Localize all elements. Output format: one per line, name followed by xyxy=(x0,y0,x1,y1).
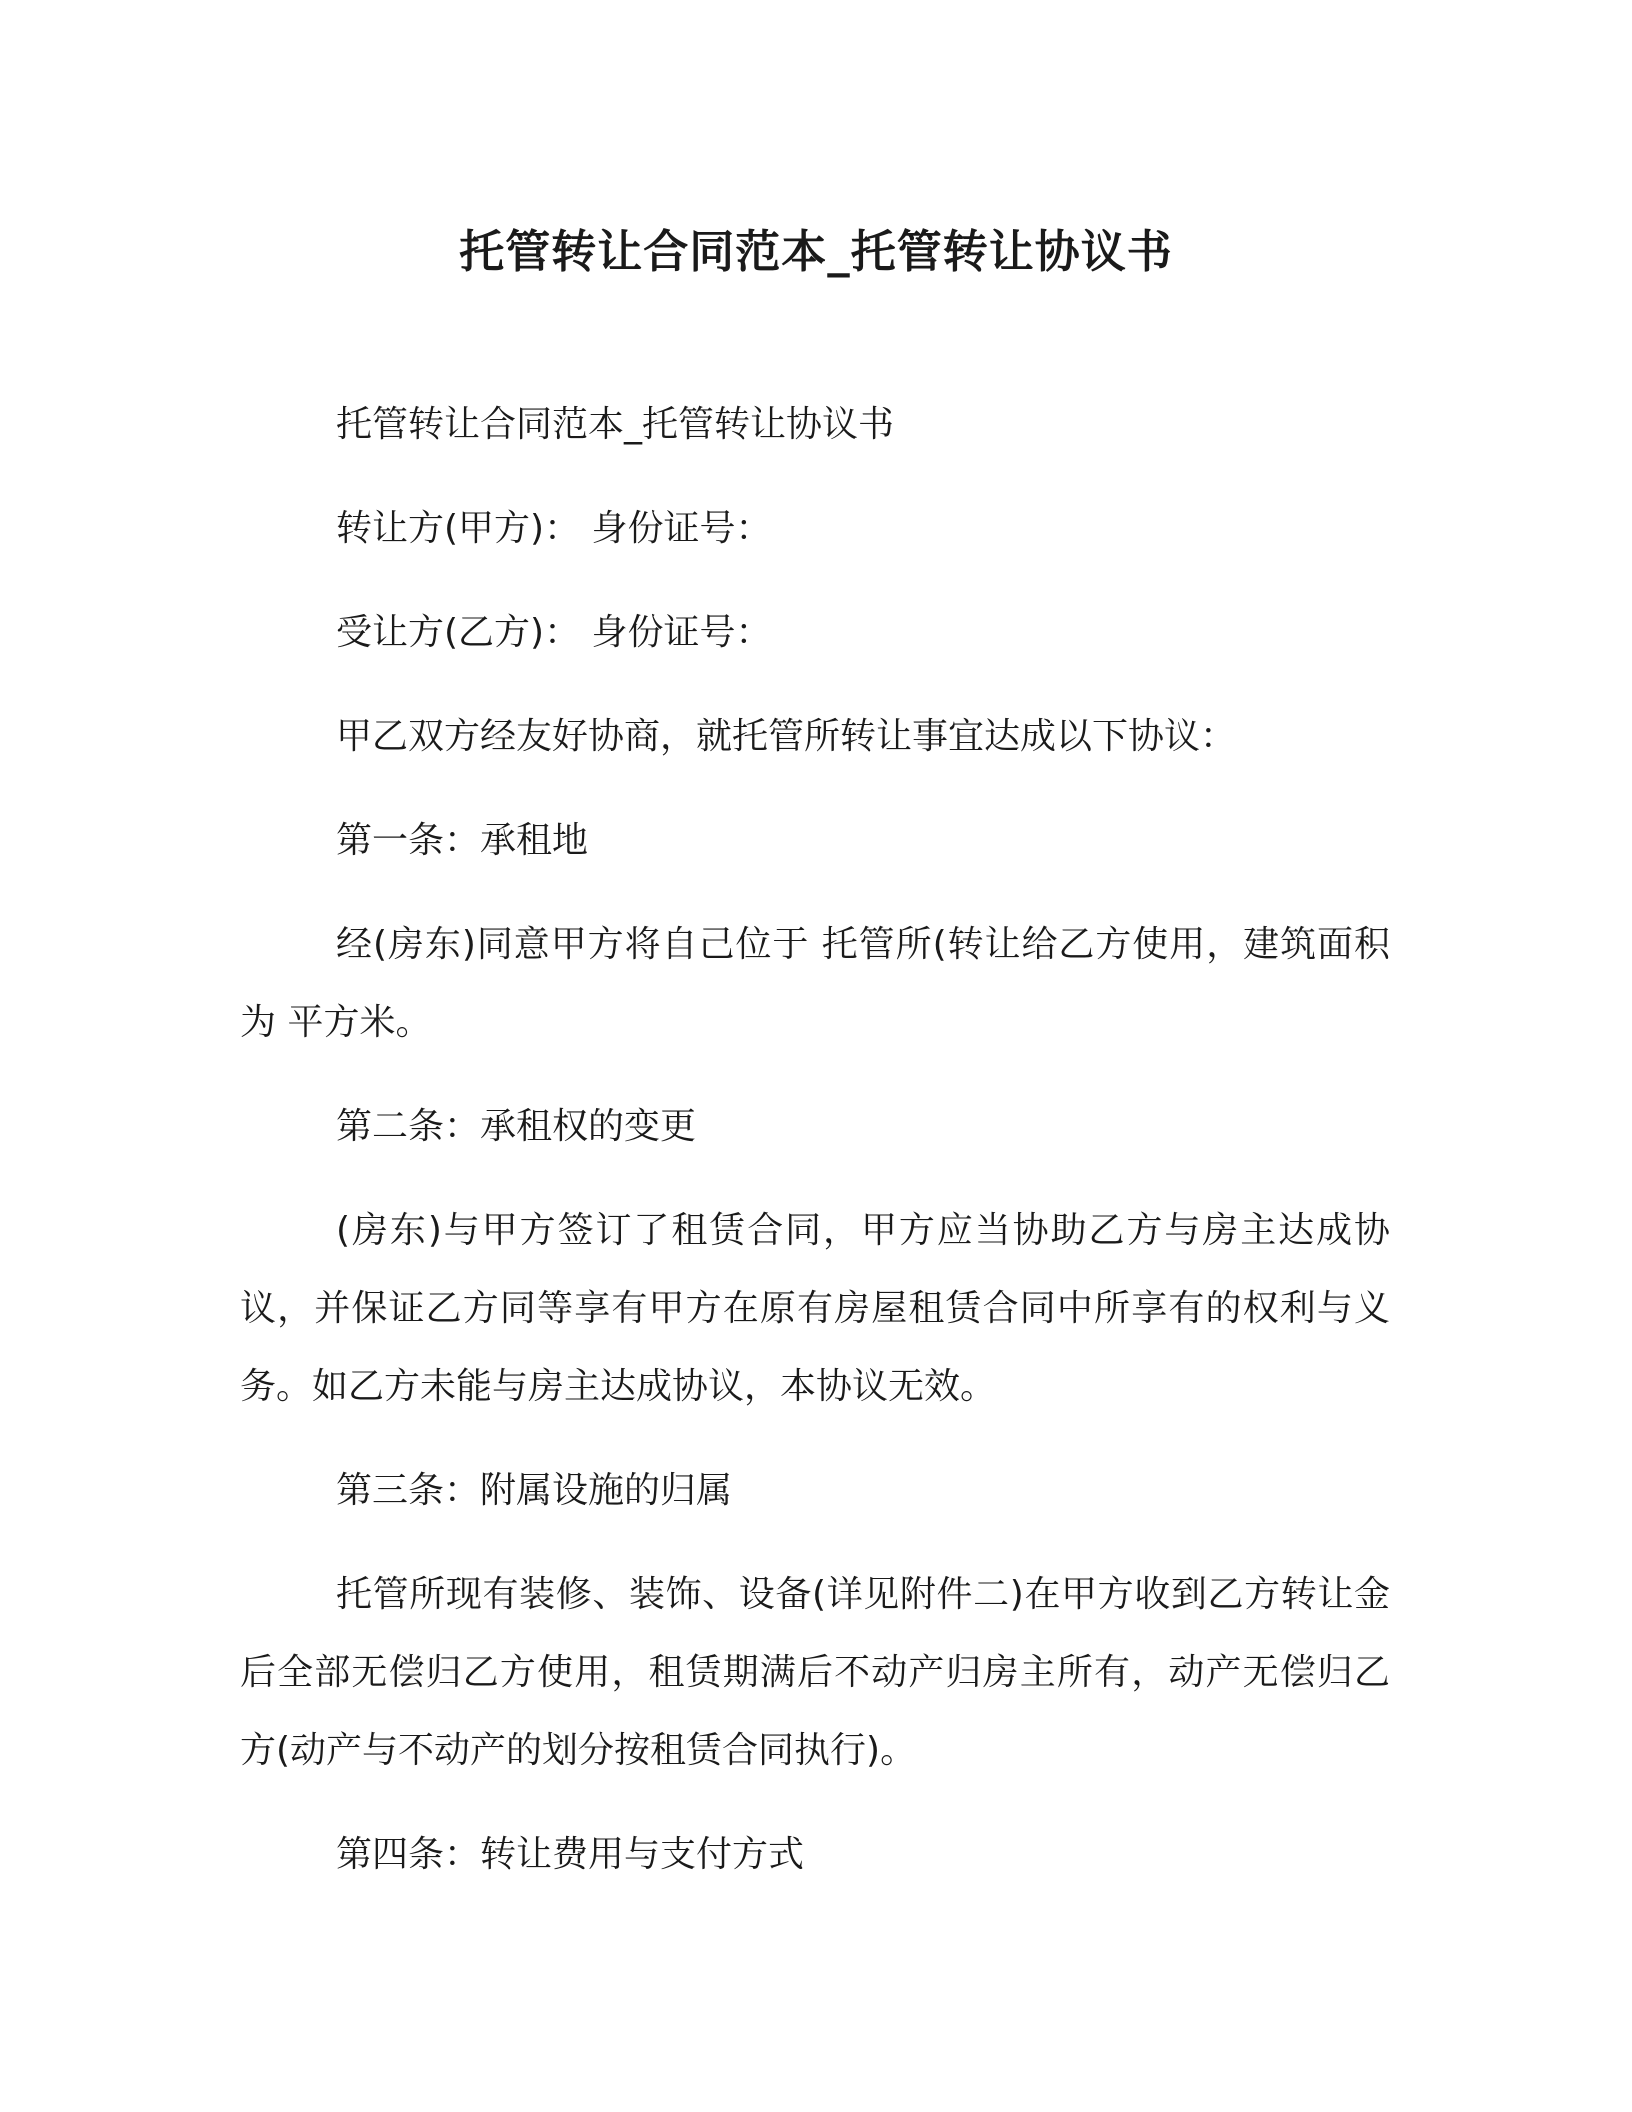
article-4-heading: 第四条：转让费用与支付方式 xyxy=(336,1834,805,1875)
article-1-heading: 第一条：承租地 xyxy=(336,820,589,861)
article-3-heading: 第三条：附属设施的归属 xyxy=(336,1470,733,1511)
subtitle-paragraph: 托管转让合同范本_托管转让协议书 xyxy=(336,404,895,445)
article-1-body: 经(房东)同意甲方将自己位于 托管所(转让给乙方使用，建筑面积为 平方米。 xyxy=(240,924,1390,1043)
transferee-line: 受让方(乙方)： 身份证号： xyxy=(336,612,772,653)
document-title: 托管转让合同范本_托管转让协议书 xyxy=(459,225,1173,278)
preamble-paragraph: 甲乙双方经友好协商，就托管所转让事宜达成以下协议： xyxy=(336,716,1237,757)
article-2-body: (房东)与甲方签订了租赁合同，甲方应当协助乙方与房主达成协议，并保证乙方同等享有甲方在原有房屋租赁合同中所享有的权利与义务。如乙方未能与房主达成协议，本协议无效。 xyxy=(240,1210,1390,1407)
document-body xyxy=(240,386,1390,1920)
article-3-body: 托管所现有装修、装饰、设备(详见附件二)在甲方收到乙方转让金后全部无偿归乙方使用，租赁期满后不动产归房主所有，动产无偿归乙方(动产与不动产的划分按租赁合同执行)。 xyxy=(240,1574,1390,1771)
article-2-heading: 第二条：承租权的变更 xyxy=(336,1106,697,1147)
transferor-line: 转让方(甲方)： 身份证号： xyxy=(336,508,772,549)
